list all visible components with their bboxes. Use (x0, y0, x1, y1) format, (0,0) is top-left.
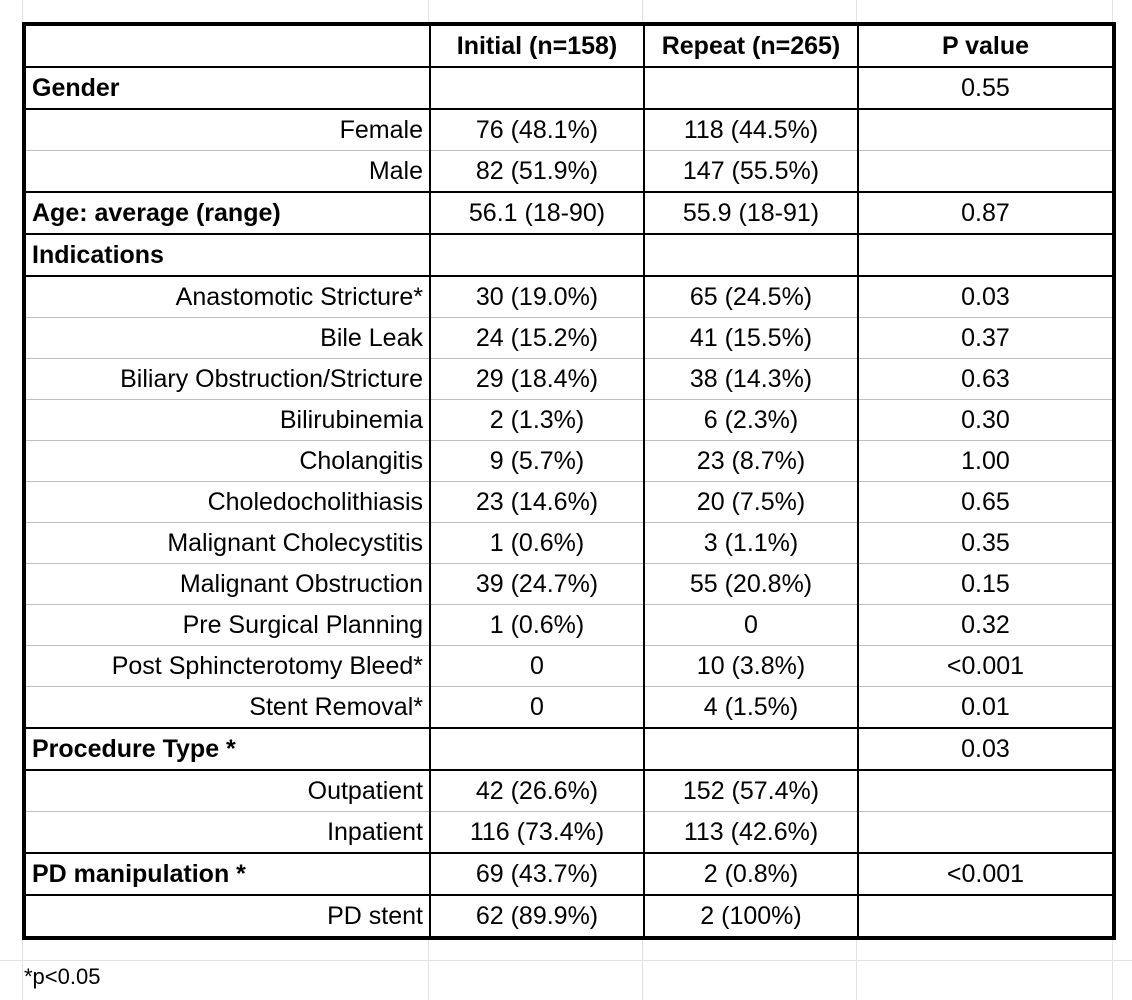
cell-initial[interactable] (430, 67, 644, 109)
cell-repeat[interactable] (644, 67, 858, 109)
cell-pvalue[interactable]: 0.03 (858, 276, 1114, 318)
table-row (24, 770, 1114, 812)
cell-initial[interactable]: 39 (24.7%) (430, 564, 644, 605)
table-row (24, 67, 1114, 109)
cell-pvalue[interactable]: 0.37 (858, 318, 1114, 359)
table-row (24, 812, 1114, 854)
cell-initial[interactable]: 9 (5.7%) (430, 441, 644, 482)
cell-repeat[interactable]: 0 (644, 605, 858, 646)
table-row (24, 687, 1114, 729)
row-label[interactable]: Post Sphincterotomy Bleed* (24, 646, 430, 687)
cell-repeat[interactable]: 3 (1.1%) (644, 523, 858, 564)
cell-initial[interactable] (430, 728, 644, 770)
cell-repeat[interactable]: 4 (1.5%) (644, 687, 858, 729)
cell-pvalue[interactable]: 0.03 (858, 728, 1114, 770)
table-row (24, 895, 1114, 938)
cell-repeat[interactable]: 2 (100%) (644, 895, 858, 938)
cell-initial[interactable]: 1 (0.6%) (430, 605, 644, 646)
cell-repeat[interactable] (644, 728, 858, 770)
table-row (24, 109, 1114, 151)
table-row (24, 646, 1114, 687)
row-label[interactable]: Male (24, 151, 430, 193)
table-row (24, 234, 1114, 276)
header-row (24, 24, 1114, 67)
header-cell-initial[interactable]: Initial (n=158) (430, 24, 644, 67)
cell-repeat[interactable]: 23 (8.7%) (644, 441, 858, 482)
row-label[interactable]: Malignant Obstruction (24, 564, 430, 605)
row-label[interactable]: Indications (24, 234, 430, 276)
cell-initial[interactable]: 42 (26.6%) (430, 770, 644, 812)
data-table (22, 22, 1116, 940)
row-label[interactable]: Bile Leak (24, 318, 430, 359)
table-row (24, 605, 1114, 646)
cell-pvalue[interactable] (858, 234, 1114, 276)
row-label[interactable]: PD stent (24, 895, 430, 938)
table-row (24, 400, 1114, 441)
table-row (24, 853, 1114, 895)
cell-repeat[interactable]: 41 (15.5%) (644, 318, 858, 359)
cell-pvalue[interactable] (858, 895, 1114, 938)
cell-initial[interactable]: 62 (89.9%) (430, 895, 644, 938)
row-label[interactable]: Malignant Cholecystitis (24, 523, 430, 564)
cell-pvalue[interactable]: 1.00 (858, 441, 1114, 482)
cell-initial[interactable]: 24 (15.2%) (430, 318, 644, 359)
table-row (24, 276, 1114, 318)
cell-repeat[interactable]: 2 (0.8%) (644, 853, 858, 895)
row-label[interactable]: Biliary Obstruction/Stricture (24, 359, 430, 400)
cell-pvalue[interactable]: <0.001 (858, 853, 1114, 895)
row-label[interactable]: Stent Removal* (24, 687, 430, 729)
cell-initial[interactable]: 30 (19.0%) (430, 276, 644, 318)
footnote: *p<0.05 (24, 964, 101, 989)
cell-pvalue[interactable]: <0.001 (858, 646, 1114, 687)
row-label[interactable]: Age: average (range) (24, 192, 430, 234)
cell-initial[interactable]: 29 (18.4%) (430, 359, 644, 400)
row-label[interactable]: PD manipulation * (24, 853, 430, 895)
cell-pvalue[interactable]: 0.01 (858, 687, 1114, 729)
cell-pvalue[interactable] (858, 109, 1114, 151)
cell-pvalue[interactable] (858, 812, 1114, 854)
row-label[interactable]: Pre Surgical Planning (24, 605, 430, 646)
cell-repeat[interactable]: 10 (3.8%) (644, 646, 858, 687)
cell-initial[interactable]: 82 (51.9%) (430, 151, 644, 193)
row-label[interactable]: Female (24, 109, 430, 151)
table-row (24, 564, 1114, 605)
gridline (0, 960, 1132, 961)
cell-initial[interactable] (430, 234, 644, 276)
table-row (24, 728, 1114, 770)
cell-pvalue[interactable]: 0.32 (858, 605, 1114, 646)
cell-pvalue[interactable] (858, 151, 1114, 193)
cell-repeat[interactable]: 6 (2.3%) (644, 400, 858, 441)
cell-initial[interactable]: 1 (0.6%) (430, 523, 644, 564)
table-row (24, 192, 1114, 234)
cell-pvalue[interactable] (858, 770, 1114, 812)
row-label[interactable]: Bilirubinemia (24, 400, 430, 441)
table-row (24, 318, 1114, 359)
row-label[interactable]: Cholangitis (24, 441, 430, 482)
cell-repeat[interactable]: 152 (57.4%) (644, 770, 858, 812)
table-row (24, 482, 1114, 523)
header-cell-label[interactable] (24, 24, 430, 67)
cell-repeat[interactable]: 55 (20.8%) (644, 564, 858, 605)
cell-initial[interactable]: 2 (1.3%) (430, 400, 644, 441)
row-label[interactable]: Outpatient (24, 770, 430, 812)
cell-pvalue[interactable]: 0.87 (858, 192, 1114, 234)
cell-initial[interactable]: 23 (14.6%) (430, 482, 644, 523)
cell-pvalue[interactable]: 0.35 (858, 523, 1114, 564)
cell-initial[interactable]: 69 (43.7%) (430, 853, 644, 895)
cell-repeat[interactable]: 113 (42.6%) (644, 812, 858, 854)
cell-pvalue[interactable]: 0.30 (858, 400, 1114, 441)
cell-pvalue[interactable]: 0.65 (858, 482, 1114, 523)
cell-repeat[interactable] (644, 234, 858, 276)
row-label[interactable]: Procedure Type * (24, 728, 430, 770)
row-label[interactable]: Choledocholithiasis (24, 482, 430, 523)
row-label[interactable]: Gender (24, 67, 430, 109)
row-label[interactable]: Inpatient (24, 812, 430, 854)
header-cell-repeat[interactable]: Repeat (n=265) (644, 24, 858, 67)
cell-repeat[interactable]: 147 (55.5%) (644, 151, 858, 193)
cell-initial[interactable]: 116 (73.4%) (430, 812, 644, 854)
cell-initial[interactable]: 56.1 (18-90) (430, 192, 644, 234)
table-row (24, 151, 1114, 193)
cell-repeat[interactable]: 20 (7.5%) (644, 482, 858, 523)
cell-initial[interactable]: 0 (430, 687, 644, 729)
cell-pvalue[interactable]: 0.15 (858, 564, 1114, 605)
cell-initial[interactable]: 0 (430, 646, 644, 687)
table-body (24, 67, 1114, 938)
cell-repeat[interactable]: 38 (14.3%) (644, 359, 858, 400)
header-cell-pvalue[interactable]: P value (858, 24, 1114, 67)
table-row (24, 441, 1114, 482)
cell-pvalue[interactable]: 0.55 (858, 67, 1114, 109)
row-label[interactable]: Anastomotic Stricture* (24, 276, 430, 318)
table-row (24, 359, 1114, 400)
cell-repeat[interactable]: 118 (44.5%) (644, 109, 858, 151)
cell-repeat[interactable]: 55.9 (18-91) (644, 192, 858, 234)
cell-repeat[interactable]: 65 (24.5%) (644, 276, 858, 318)
cell-initial[interactable]: 76 (48.1%) (430, 109, 644, 151)
table-row (24, 523, 1114, 564)
cell-pvalue[interactable]: 0.63 (858, 359, 1114, 400)
